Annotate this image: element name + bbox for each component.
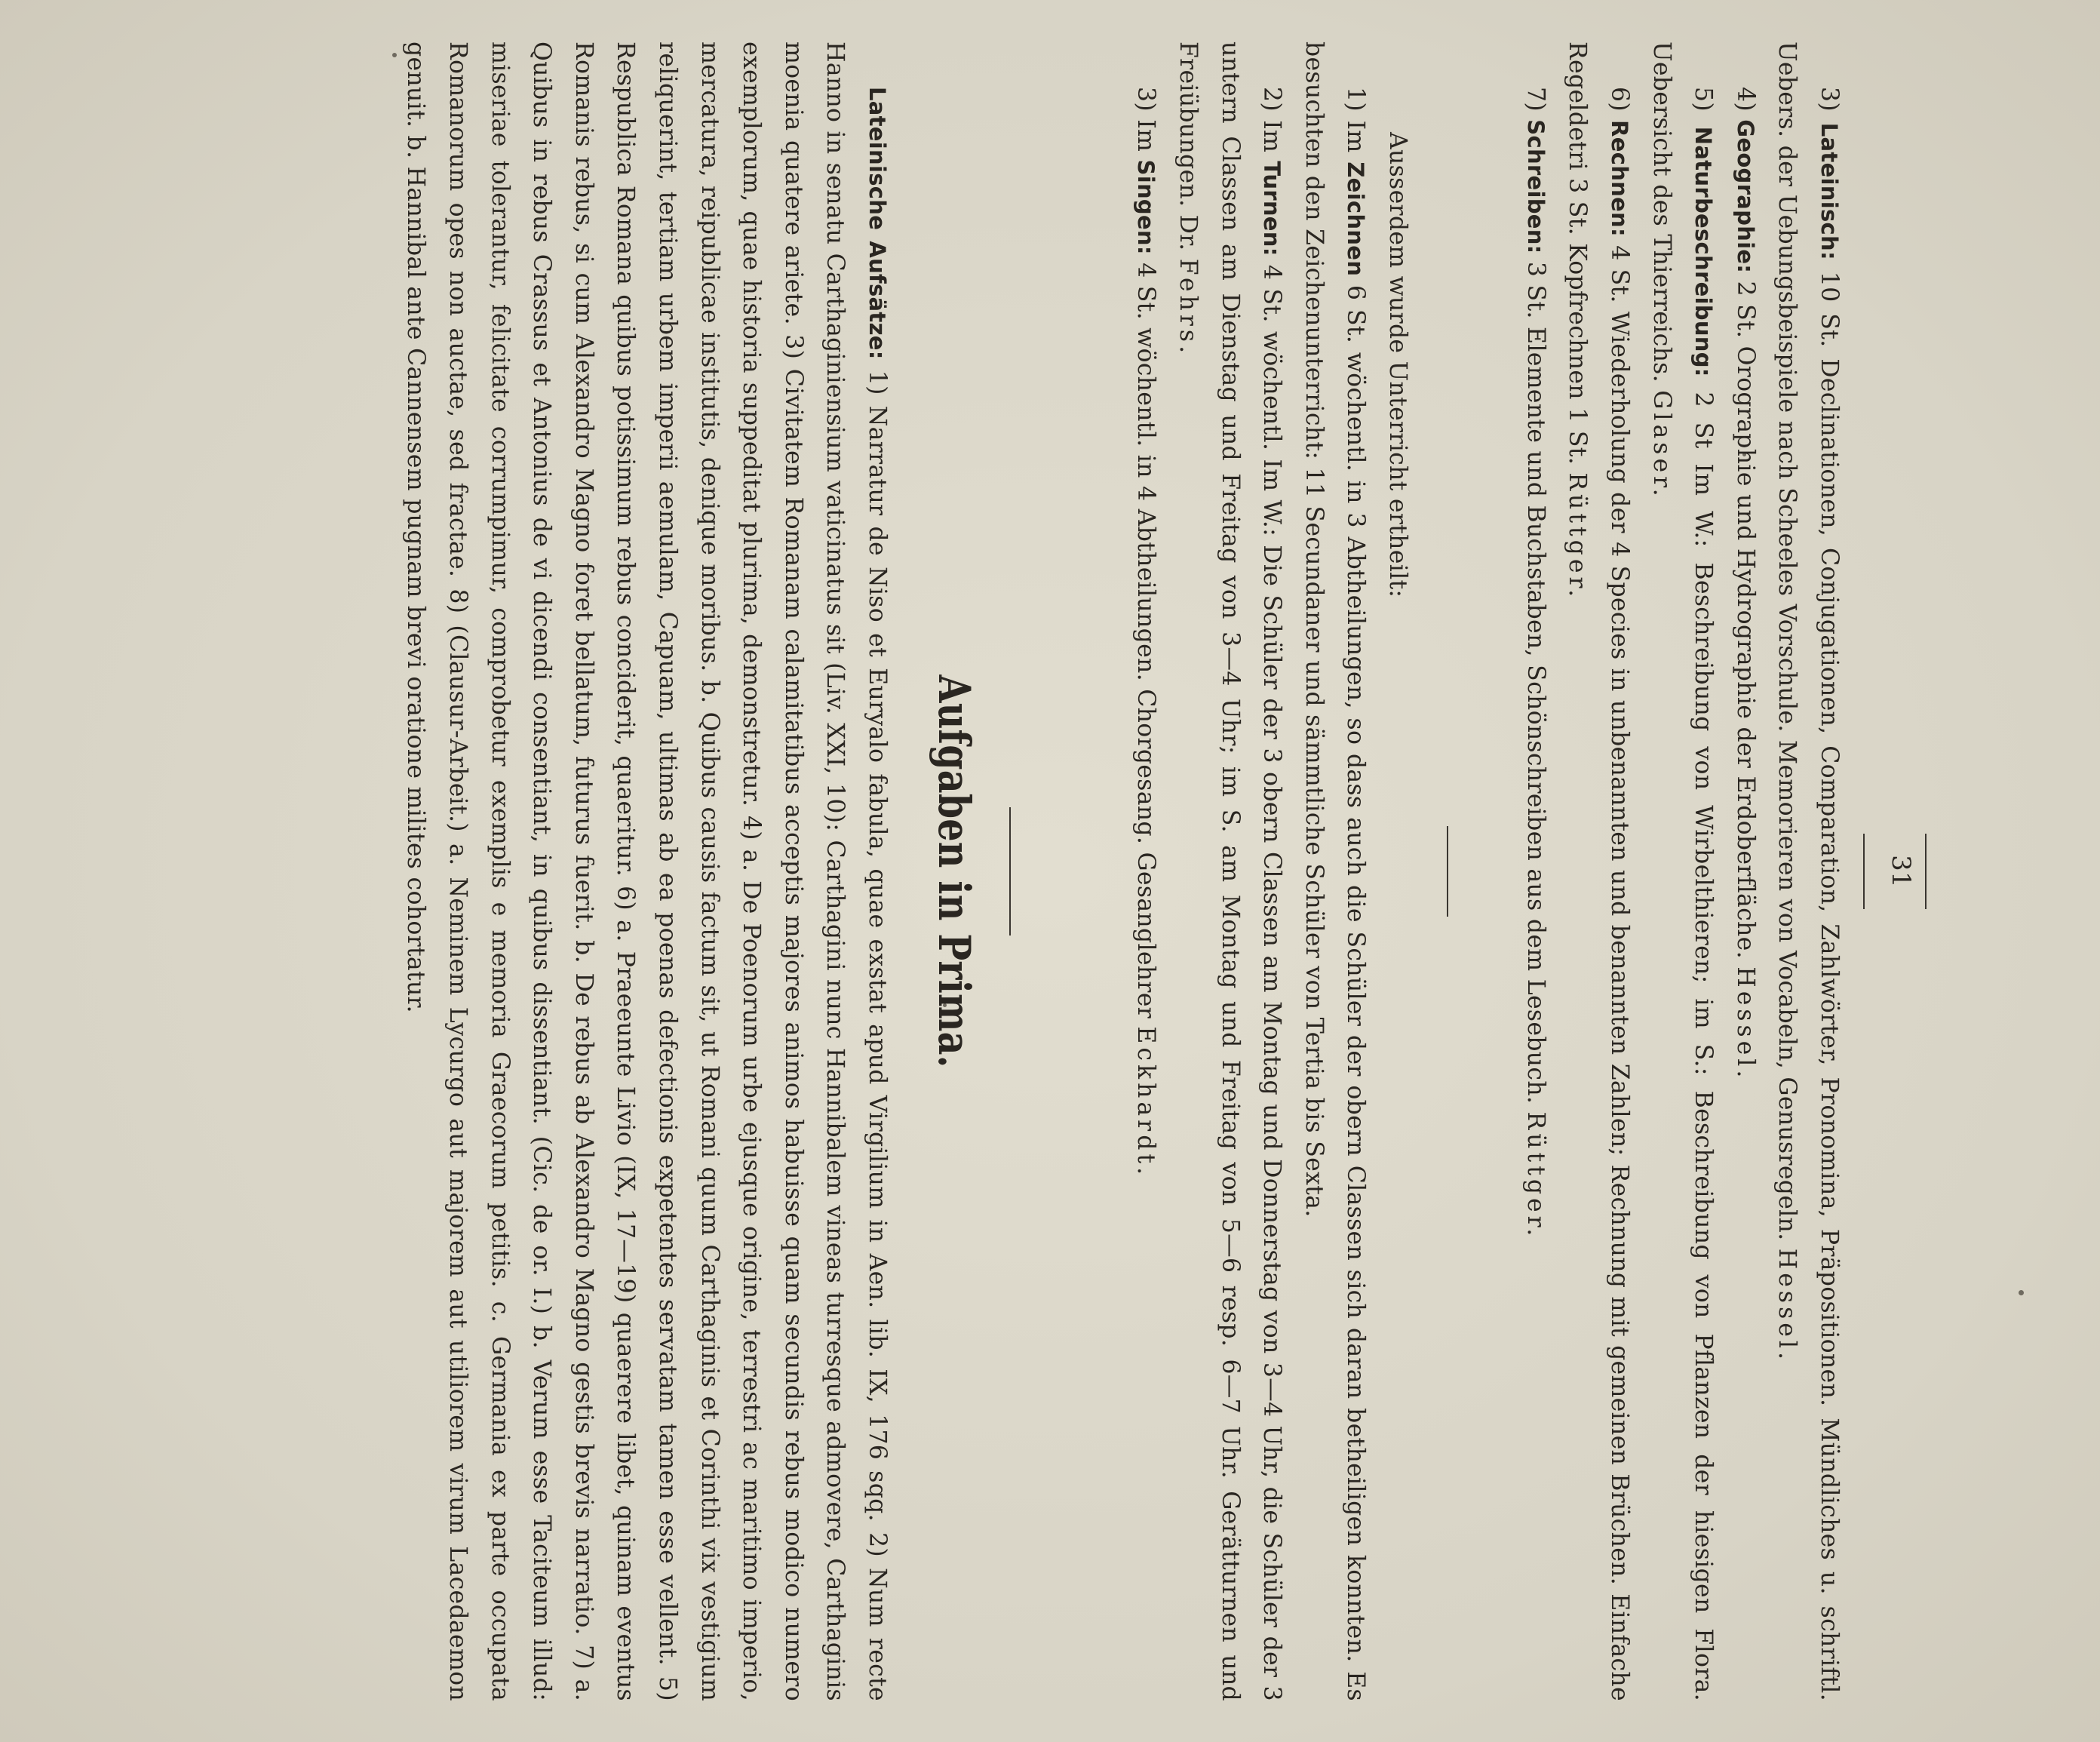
curriculum-section <box>1514 41 1850 1701</box>
page-number-rule <box>1925 834 1927 909</box>
item-prefix: Im <box>1132 119 1160 152</box>
teacher-name: Eckhardt. <box>1132 1026 1160 1179</box>
item-number: 7) <box>1521 87 1549 112</box>
intro-line: Ausserdem wurde Unterricht ertheilt: <box>1384 132 1411 598</box>
subject-label: Naturbeschreibung: <box>1690 126 1717 377</box>
item-prefix: Im <box>1342 120 1370 153</box>
item-text: 4 St. wöchentl. Im W.: Die Schüler der 3 obern Classen am Montag und Donnerstag von 3—4 Uhr, die Schüler der 3 untern Classen am Dienstag und Freitag von 3—4 Uhr; im S. am Montag und Freitag von 5—6 resp. 6—7 Uhr. Gerätturnen und Freiübungen. Dr. <box>1174 41 1286 1701</box>
section-divider <box>1447 826 1448 917</box>
item-latin <box>1766 41 1850 1701</box>
item-number: 1) <box>1342 87 1370 112</box>
latin-essays-paragraph <box>395 41 898 1701</box>
subject-label: Geographie: <box>1732 119 1758 274</box>
latin-essays-label: Lateinische Aufsätze: <box>864 87 890 360</box>
additional-instruction-section <box>1125 41 1418 1701</box>
teacher-name: Glaser. <box>1647 390 1675 500</box>
item-number: 4) <box>1731 87 1759 112</box>
item-writing <box>1514 41 1556 1701</box>
teacher-name: Rüttger. <box>1521 1111 1549 1240</box>
section-divider <box>1009 807 1011 936</box>
section-heading: Aufgaben in Prima. <box>929 674 980 1068</box>
rotated-text-page <box>121 41 1931 1701</box>
item-number: 3) <box>1132 87 1160 112</box>
item-number: 6) <box>1606 87 1634 112</box>
item-arithmetic <box>1556 41 1640 1701</box>
prima-assignments-section <box>395 41 898 1701</box>
item-text: 2 St Im W.: Beschreibung von Wirbelthieren; im S.: Beschreibung von Pflanzen der hiesigen Flora. Uebersicht des Thierreichs. <box>1647 41 1718 1701</box>
latin-essays-text: 1) Narratur de Niso et Euryalo fabula, quae exstat apud Virgilium in Aen. lib. IX, 176 sqq. 2) Num recte Hanno in senatu Carthaginiensium vaticinatus sit (Liv. XXI, 10): Carthagini nunc Hannibalem vineas turresque admovere, Carthaginis moenia quatere ariete. 3) Civitatem Romanam calamitatibus acceptis majores animos habuisse quam secundis rebus modico numero exemplorum, quae historia suppeditat plurima, demonstretur. 4) a. De Poenorum urbe ejusque origine, terrestri ac maritimo imperio, mercatura, reipublicae institutis, denique moribus. b. Quibus causis factum sit, ut Romani quum Carthaginis et Corinthi vix vestigium reliquerint, tertiam urbem imperii aemulam, Capuam, ultimas ab ea poenas defectionis expetentes servatam tamen esse vellent. 5) Respublica Romana quibus potissimum rebus conciderit, quaeritur. 6) a. Praeeunte Livio (IX, 17—19) quaerere libet, quinam eventus Romanis rebus, si cum Alexandro Magno foret bellatum, futurus fuerit. b. De rebus ab Alexandro Magno gestis brevis narratio. 7) a. Quibus in rebus Crassus et Antonius de vi dicendi consentiant, in quibus dissentiant. (Cic. de or. I.) b. Verum esse Taciteum illud: miseriae tolerantur, felicitate corrumpimur, comprobetur exemplis e memoria Graecorum petitis. c. Germania ex parte occupata Romanorum opes non auctae, sed fractae. 8) (Clausur-Arbeit.) a. Neminem Lycurgo aut majorem aut utiliorem virum Lacedaemon genuit. b. Hannibal ante Cannensem pugnam brevi oratione milites cohortatur. <box>402 41 891 1701</box>
item-prefix: Im <box>1258 120 1286 153</box>
item-drawing <box>1292 41 1376 1701</box>
teacher-name: Rüttger. <box>1564 472 1592 601</box>
item-gymnastics <box>1166 41 1292 1701</box>
item-number: 2) <box>1258 87 1286 112</box>
item-geography <box>1724 41 1766 1701</box>
item-text: 3 St. Elemente und Buchstaben, Schönschreiben aus dem Lesebuch. <box>1521 261 1549 1104</box>
page-number: 31 <box>1886 855 1916 888</box>
page-number-rule-bottom <box>1863 834 1865 909</box>
teacher-name: Hessel. <box>1731 966 1759 1082</box>
subject-label: Singen: <box>1133 159 1159 255</box>
subject-label: Turnen: <box>1259 161 1285 257</box>
subject-label: Schreiben: <box>1522 119 1549 254</box>
subject-label: Rechnen: <box>1607 120 1633 237</box>
teacher-name: Fehrs. <box>1174 258 1202 358</box>
item-natural-history <box>1640 41 1724 1701</box>
item-text: 4 St. wöchentl. in 4 Abtheilungen. Chorgesang. Gesanglehrer <box>1132 263 1160 1019</box>
subject-label: Lateinisch: <box>1816 122 1842 260</box>
teacher-name: Hessel. <box>1773 1248 1801 1363</box>
item-singing <box>1125 41 1167 1701</box>
subject-label: Zeichnen <box>1343 161 1369 277</box>
item-text: 4 St. Wiederholung der 4 Species in unbenannten und benannten Zahlen; Rechnung mit gemeinen Brüchen. Einfache Regeldetri 3 St. Kopfrechnen 1 St. <box>1564 41 1634 1701</box>
item-text: 6 St. wöchentl. in 3 Abtheilungen, so dass auch die Schüler der obern Classen sich daran betheiligen konnten. Es besuchten den Zeichenunterricht: 11 Secundaner und sämmtliche Schüler von Tertia bis Sexta. <box>1300 41 1370 1701</box>
item-number: 5) <box>1690 87 1718 112</box>
paper-speck <box>2019 1290 2024 1295</box>
item-number: 3) <box>1816 87 1843 112</box>
item-text: 2 St. Orographie und Hydrographie der Erdoberfläche. <box>1731 281 1759 959</box>
item-text: 10 St. Declinationen, Conjugationen, Comparation, Zahlwörter, Pronomina, Präpositionen. Mündliches u. schriftl. Uebers. der Uebungsbeispiele nach Scheeles Vorschule. Memorieren von Vocabeln, Genusregeln. <box>1773 41 1843 1701</box>
